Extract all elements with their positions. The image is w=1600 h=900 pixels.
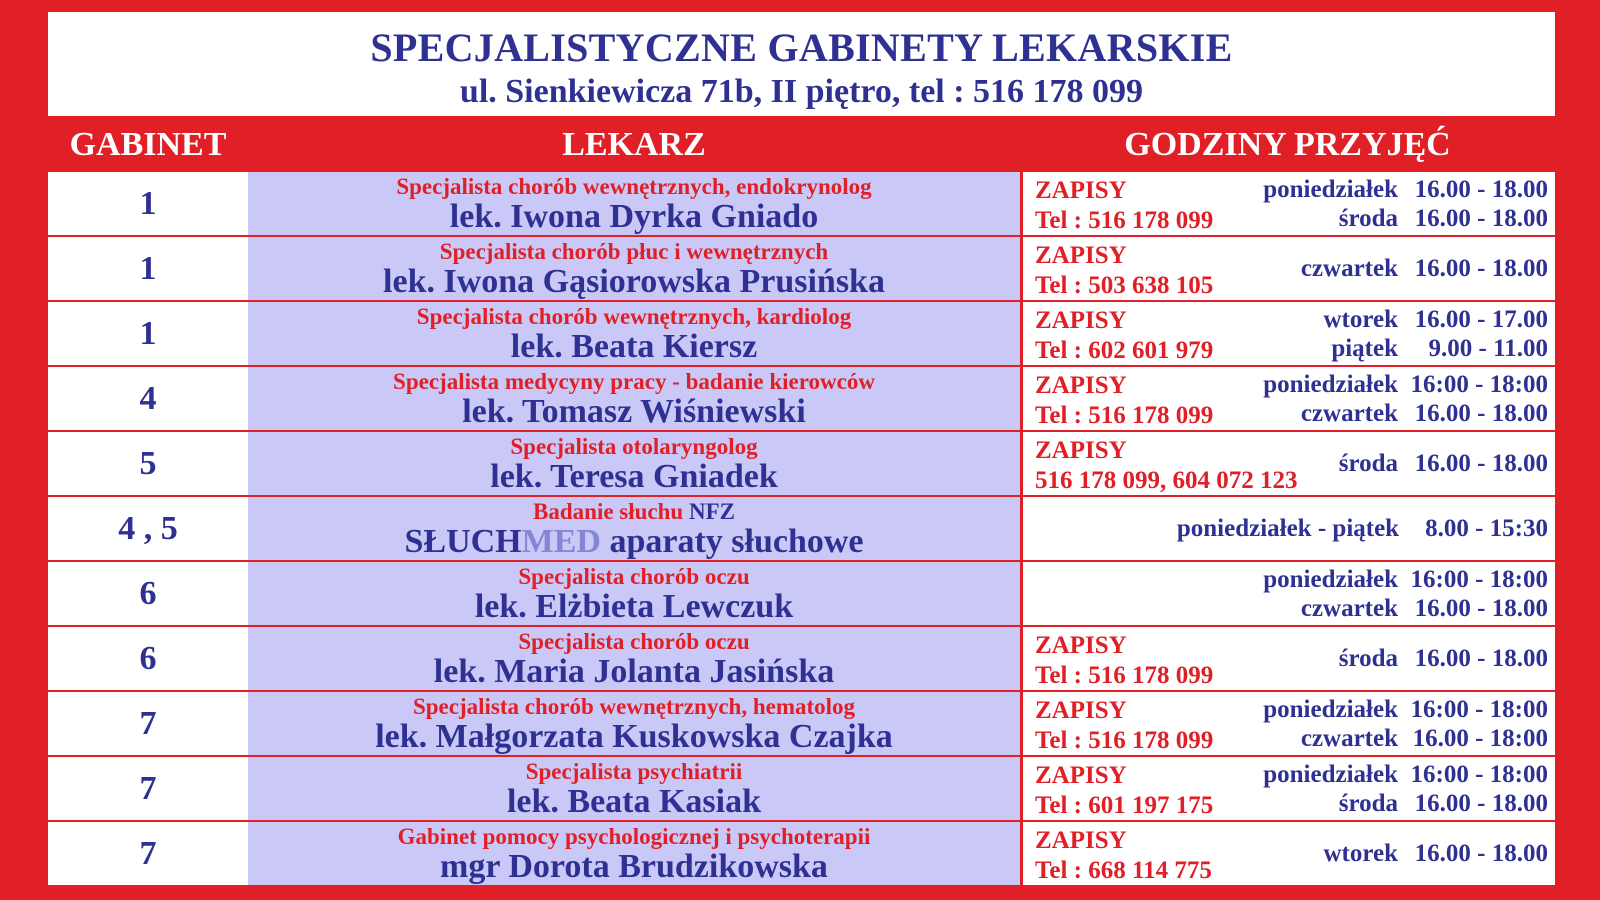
- schedule-day: poniedziałek - piątek: [1176, 515, 1400, 542]
- schedule-day: czwartek: [1300, 594, 1398, 622]
- room-number: 6: [48, 627, 248, 690]
- hours-cell: [1023, 562, 1555, 625]
- brand-part-med: MED: [521, 523, 601, 560]
- schedule: [1323, 302, 1548, 365]
- specialty: Gabinet pomocy psychologicznej i psychoterapii: [397, 824, 871, 849]
- table-row: [48, 822, 1555, 885]
- table-row: [48, 627, 1555, 690]
- specialty: Specjalista otolaryngolog: [510, 434, 758, 459]
- registration-phone: Tel : 516 178 099: [1035, 207, 1214, 234]
- schedule-day: poniedziałek: [1263, 175, 1398, 203]
- specialty: Specjalista chorób wewnętrznych, hematolog: [412, 694, 856, 719]
- doctor-name: mgr Dorota Brudzikowska: [440, 848, 828, 885]
- schedule-day: środa: [1338, 204, 1398, 232]
- schedule-day: poniedziałek: [1263, 695, 1398, 723]
- column-header-godziny: GODZINY PRZYJĘĆ: [1124, 126, 1451, 163]
- schedule-hours: 16.00 - 18.00: [1414, 204, 1548, 232]
- doctor-table: [48, 172, 1555, 887]
- specialty: Specjalista medycyny pracy - badanie kierowców: [393, 369, 875, 394]
- schedule-line: [1263, 399, 1548, 428]
- specialty-text: Badanie słuchu: [533, 499, 684, 524]
- schedule-day: piątek: [1331, 334, 1398, 362]
- schedule: [1263, 172, 1548, 235]
- schedule-day: czwartek: [1300, 724, 1398, 752]
- table-row: [48, 692, 1555, 755]
- schedule-line: [1323, 839, 1548, 868]
- schedule-day: poniedziałek: [1263, 565, 1398, 593]
- registration-phone: Tel : 503 638 105: [1035, 272, 1214, 299]
- doctor-name: lek. Elżbieta Lewczuk: [474, 588, 794, 625]
- registration-label: ZAPISY: [1035, 762, 1127, 789]
- specialty: Specjalista chorób oczu: [518, 564, 750, 589]
- doctor-name: lek. Małgorzata Kuskowska Czajka: [375, 718, 893, 755]
- schedule-line: [1263, 565, 1548, 594]
- hours-cell: [1023, 692, 1555, 755]
- room-number: 5: [48, 432, 248, 495]
- schedule-line: [1263, 594, 1548, 623]
- registration-label: ZAPISY: [1035, 177, 1127, 204]
- registration-phone: Tel : 602 601 979: [1035, 337, 1214, 364]
- schedule-line: [1263, 370, 1548, 399]
- registration-label: ZAPISY: [1035, 372, 1127, 399]
- registration-phone: Tel : 516 178 099: [1035, 727, 1214, 754]
- specialty: Specjalista chorób wewnętrznych, endokrynolog: [396, 174, 872, 199]
- schedule-line: [1263, 724, 1548, 753]
- schedule-line: [1339, 449, 1548, 478]
- doctor-cell: [248, 172, 1020, 235]
- table-row: [48, 497, 1555, 560]
- doctor-name: lek. Tomasz Wiśniewski: [462, 393, 806, 430]
- schedule-hours: 16.00 - 18.00: [1414, 450, 1548, 477]
- schedule: [1339, 432, 1548, 495]
- specialty: Specjalista chorób oczu: [518, 629, 750, 654]
- schedule-day: środa: [1338, 645, 1398, 672]
- schedule-day: środa: [1338, 789, 1398, 817]
- specialty: [248, 497, 1020, 524]
- table-row: [48, 237, 1555, 300]
- schedule: [1263, 757, 1548, 820]
- schedule-line: [1177, 514, 1548, 543]
- room-number: 7: [48, 822, 248, 885]
- room-number: 4 , 5: [48, 497, 248, 560]
- schedule-hours: 16:00 - 18:00: [1410, 370, 1548, 398]
- schedule-hours: 16.00 - 18.00: [1414, 175, 1548, 203]
- schedule-day: wtorek: [1323, 305, 1398, 333]
- table-row: [48, 172, 1555, 235]
- room-number: 1: [48, 302, 248, 365]
- schedule: [1177, 497, 1548, 560]
- schedule-line: [1263, 760, 1548, 789]
- schedule-line: [1339, 644, 1548, 673]
- table-row: [48, 302, 1555, 365]
- hours-cell: [1023, 432, 1555, 495]
- registration-phone: Tel : 516 178 099: [1035, 402, 1214, 429]
- doctor-name: lek. Teresa Gniadek: [490, 458, 778, 495]
- registration-label: ZAPISY: [1035, 307, 1127, 334]
- schedule-line: [1301, 254, 1548, 283]
- column-header-lekarz: LEKARZ: [562, 126, 706, 163]
- schedule-hours: 8.00 - 15:30: [1425, 515, 1548, 542]
- address-line: ul. Sienkiewicza 71b, II piętro, tel : 516 178 099: [459, 73, 1144, 110]
- doctor-name: lek. Maria Jolanta Jasińska: [433, 653, 835, 690]
- hours-cell: [1023, 627, 1555, 690]
- brand-part-sluch: SŁUCH: [404, 523, 522, 560]
- doctor-cell: [248, 237, 1020, 300]
- room-number: 7: [48, 757, 248, 820]
- table-row: [48, 562, 1555, 625]
- table-row: [48, 757, 1555, 820]
- hours-cell: [1023, 757, 1555, 820]
- schedule-day: czwartek: [1300, 399, 1398, 427]
- specialty: Specjalista chorób wewnętrznych, kardiolog: [416, 304, 852, 329]
- registration-label: ZAPISY: [1035, 632, 1127, 659]
- doctor-cell: [248, 757, 1020, 820]
- doctor-name: lek. Iwona Dyrka Gniado: [449, 198, 819, 235]
- schedule-line: [1263, 204, 1548, 233]
- registration-phone: Tel : 516 178 099: [1035, 662, 1214, 689]
- schedule-hours: 16:00 - 18:00: [1410, 695, 1548, 723]
- doctor-name: lek. Beata Kasiak: [506, 783, 762, 820]
- nfz-label: NFZ: [688, 499, 735, 524]
- schedule-line: [1323, 305, 1548, 334]
- doctor-cell: [248, 302, 1020, 365]
- table-row: [48, 432, 1555, 495]
- table-row: [48, 367, 1555, 430]
- schedule: [1263, 692, 1548, 755]
- room-number: 7: [48, 692, 248, 755]
- registration-phone: Tel : 601 197 175: [1035, 792, 1214, 819]
- schedule: [1263, 367, 1548, 430]
- doctor-cell: [248, 367, 1020, 430]
- schedule-hours: 16:00 - 18:00: [1410, 760, 1548, 788]
- schedule-day: środa: [1338, 450, 1398, 477]
- schedule: [1339, 627, 1548, 690]
- doctor-cell: [248, 497, 1020, 560]
- provider-description: aparaty słuchowe: [600, 523, 864, 560]
- schedule-day: poniedziałek: [1263, 370, 1398, 398]
- doctor-cell: [248, 562, 1020, 625]
- room-number: 6: [48, 562, 248, 625]
- schedule-day: czwartek: [1300, 255, 1398, 282]
- room-number: 4: [48, 367, 248, 430]
- doctor-cell: [248, 627, 1020, 690]
- specialty: Specjalista psychiatrii: [525, 759, 743, 784]
- registration-phone: Tel : 668 114 775: [1035, 857, 1212, 884]
- hours-cell: [1023, 237, 1555, 300]
- specialty: Specjalista chorób płuc i wewnętrznych: [439, 239, 829, 264]
- registration-label: ZAPISY: [1035, 437, 1127, 464]
- registration-phone: 516 178 099, 604 072 123: [1035, 467, 1298, 494]
- doctor-cell: [248, 432, 1020, 495]
- schedule-line: [1263, 789, 1548, 818]
- hours-cell: [1023, 822, 1555, 885]
- schedule-hours: 16.00 - 18.00: [1414, 255, 1548, 282]
- doctor-name: lek. Beata Kiersz: [510, 328, 758, 365]
- registration-label: ZAPISY: [1035, 827, 1127, 854]
- schedule-hours: 16.00 - 18.00: [1414, 840, 1548, 867]
- schedule: [1301, 237, 1548, 300]
- page-title: SPECJALISTYCZNE GABINETY LEKARSKIE: [370, 25, 1233, 70]
- schedule-line: [1263, 175, 1548, 204]
- registration-label: ZAPISY: [1035, 242, 1127, 269]
- schedule-hours: 16.00 - 17.00: [1414, 305, 1548, 333]
- header-panel: [48, 12, 1555, 116]
- column-header-gabinet: GABINET: [69, 126, 227, 163]
- schedule-day: poniedziałek: [1263, 760, 1398, 788]
- schedule-hours: 16.00 - 18.00: [1414, 399, 1548, 427]
- schedule-hours: 16.00 - 18:00: [1412, 724, 1548, 752]
- schedule-hours: 16:00 - 18:00: [1410, 565, 1548, 593]
- schedule-day: wtorek: [1323, 840, 1398, 867]
- schedule: [1263, 562, 1548, 625]
- schedule-hours: 16.00 - 18.00: [1414, 645, 1548, 672]
- doctor-cell: [248, 822, 1020, 885]
- hours-cell: [1023, 497, 1555, 560]
- schedule-line: [1323, 334, 1548, 363]
- schedule-hours: 16.00 - 18.00: [1414, 789, 1548, 817]
- schedule-line: [1263, 695, 1548, 724]
- schedule-hours: 16.00 - 18.00: [1414, 594, 1548, 622]
- doctor-name: lek. Iwona Gąsiorowska Prusińska: [383, 263, 885, 300]
- registration-label: ZAPISY: [1035, 697, 1127, 724]
- doctor-cell: [248, 692, 1020, 755]
- room-number: 1: [48, 237, 248, 300]
- schedule-hours: 9.00 - 11.00: [1428, 334, 1548, 362]
- hours-cell: [1023, 302, 1555, 365]
- schedule: [1323, 822, 1548, 885]
- hours-cell: [1023, 367, 1555, 430]
- room-number: 1: [48, 172, 248, 235]
- hours-cell: [1023, 172, 1555, 235]
- provider-name: [248, 524, 1020, 560]
